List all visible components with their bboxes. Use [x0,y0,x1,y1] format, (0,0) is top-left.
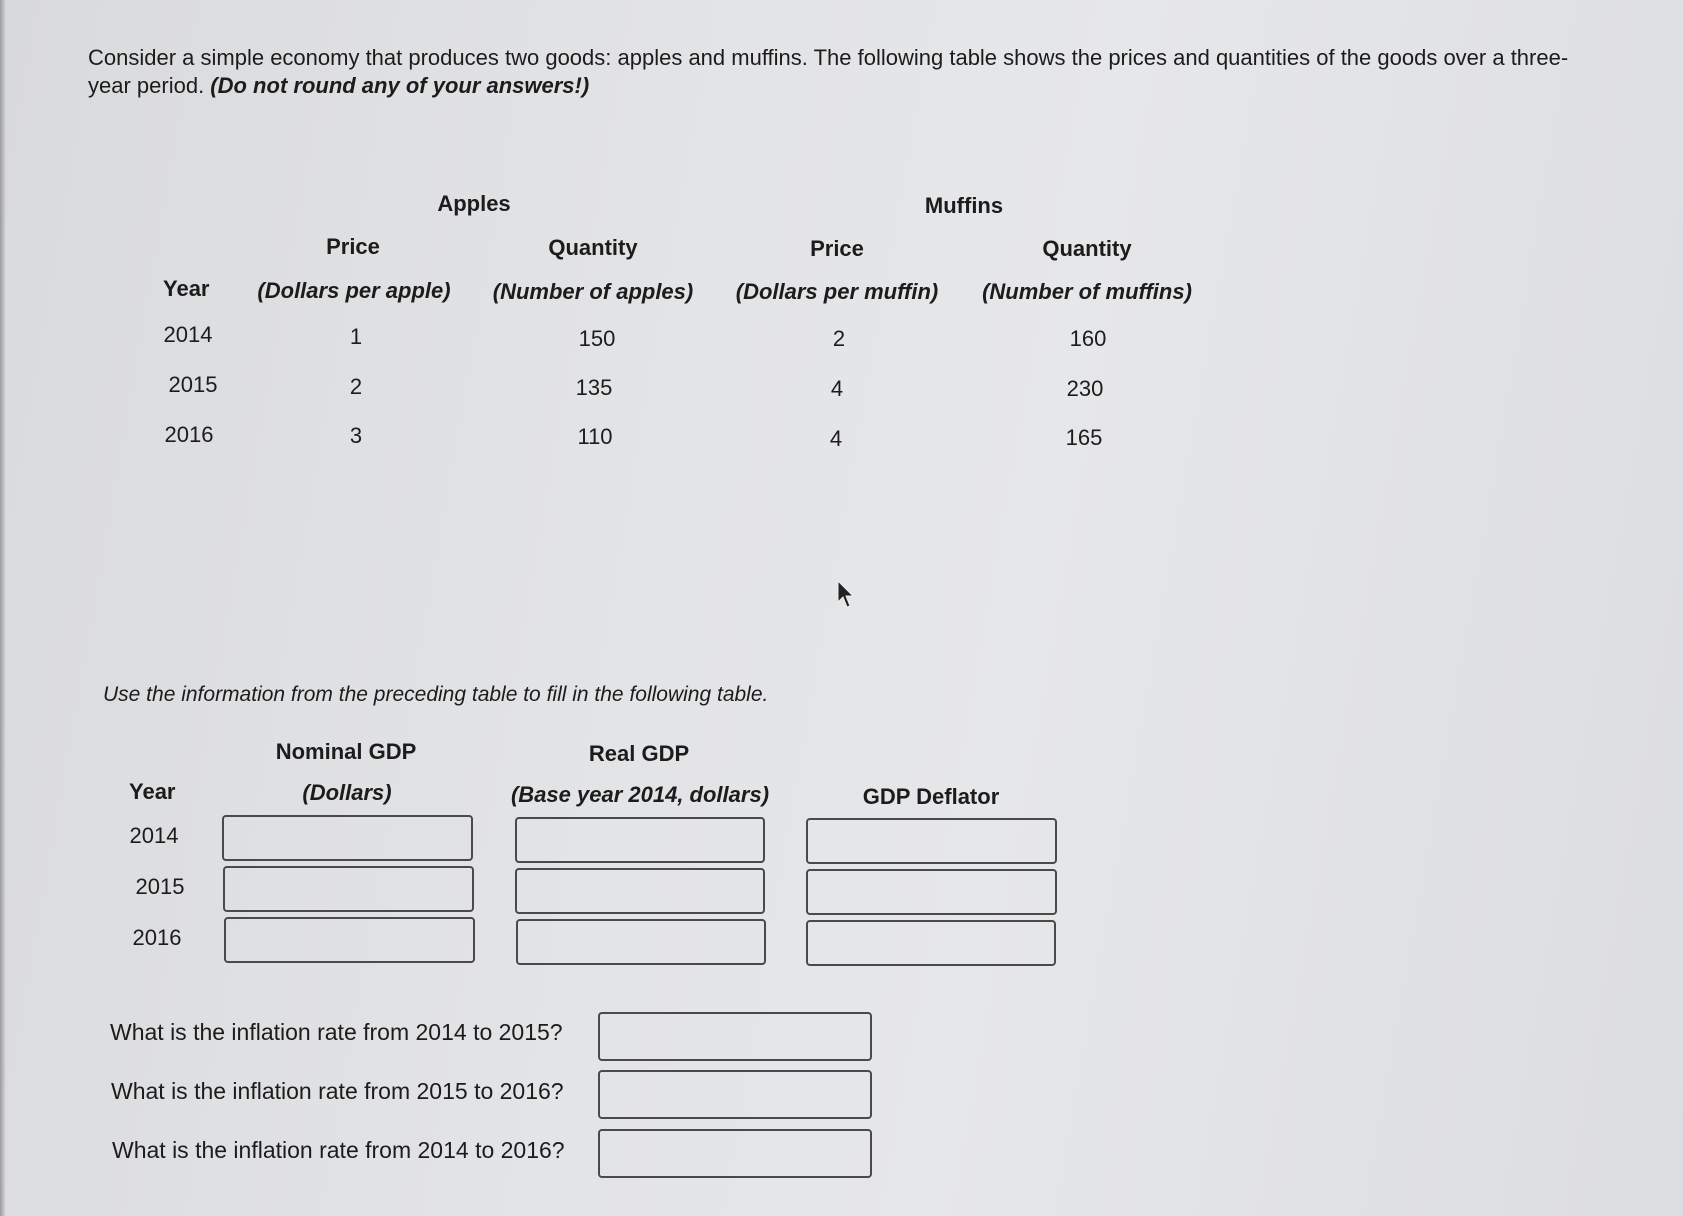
intro-emphasis: (Do not round any of your answers!) [210,73,590,98]
row-2016-year: 2016 [164,422,214,447]
question-inflation-2014-2015: What is the inflation rate from 2014 to 2015? [110,1019,563,1045]
row-2015-muffin-price: 4 [830,376,844,401]
row-2015-muffin-qty: 230 [1066,376,1104,401]
mouse-pointer-icon [836,580,856,610]
nominal-gdp-unit: (Dollars) [302,780,392,805]
row-2014-muffin-qty: 160 [1069,326,1107,351]
instruction-text: Use the information from the preceding table to fill in the following table. [103,683,769,706]
nominal-gdp-2015-input[interactable] [223,866,474,912]
real-gdp-2015-input[interactable] [515,868,765,914]
gdp-row-2016-year: 2016 [132,925,182,950]
intro-text: Consider a simple economy that produces two goods: apples and muffins. The following table shows the prices and quantities of the goods over a three-year period. [88,45,1569,98]
row-2016-muffin-price: 4 [829,426,843,451]
problem-intro [88,44,1588,100]
row-2015-apple-qty: 135 [575,375,613,400]
gdp-deflator-header: GDP Deflator [862,784,1000,809]
gdp-deflator-2014-input[interactable] [806,818,1057,864]
gdp-deflator-2016-input[interactable] [806,920,1056,966]
real-gdp-2014-input[interactable] [515,817,765,863]
apples-group-header: Apples [437,191,511,216]
nominal-gdp-2016-input[interactable] [224,917,475,963]
question-inflation-2014-2016: What is the inflation rate from 2014 to 2016? [112,1137,565,1163]
muffin-quantity-title: Quantity [1042,236,1132,261]
apple-price-unit: (Dollars per apple) [257,278,451,303]
row-2014-apple-price: 1 [349,324,363,349]
inflation-2014-2015-input[interactable] [598,1012,872,1061]
nominal-gdp-2014-input[interactable] [222,815,473,861]
row-2014-apple-qty: 150 [578,326,616,351]
muffin-price-unit: (Dollars per muffin) [735,279,939,304]
row-2015-apple-price: 2 [349,374,363,399]
apple-quantity-unit: (Number of apples) [492,279,694,304]
apple-price-title: Price [326,234,380,259]
gdp-year-header: Year [129,779,176,804]
row-2016-apple-qty: 110 [577,424,613,449]
muffins-group-header: Muffins [924,193,1004,218]
inflation-2014-2016-input[interactable] [598,1129,872,1178]
gdp-deflator-2015-input[interactable] [806,869,1057,915]
row-2015-year: 2015 [168,372,218,397]
inflation-2015-2016-input[interactable] [598,1070,872,1119]
gdp-row-2015-year: 2015 [135,874,185,899]
row-2016-apple-price: 3 [349,423,363,448]
real-gdp-unit: (Base year 2014, dollars) [510,782,770,807]
real-gdp-2016-input[interactable] [516,919,766,965]
apple-quantity-title: Quantity [548,235,638,260]
row-2014-year: 2014 [163,322,213,347]
row-2016-muffin-qty: 165 [1065,425,1103,450]
screen-edge-shadow [0,0,6,1216]
year-column-header: Year [163,276,210,301]
real-gdp-title: Real GDP [588,741,690,766]
muffin-quantity-unit: (Number of muffins) [982,279,1192,304]
gdp-row-2014-year: 2014 [129,823,179,848]
nominal-gdp-title: Nominal GDP [275,739,417,764]
row-2014-muffin-price: 2 [832,326,846,351]
muffin-price-title: Price [810,236,864,261]
question-inflation-2015-2016: What is the inflation rate from 2015 to 2016? [111,1078,564,1104]
